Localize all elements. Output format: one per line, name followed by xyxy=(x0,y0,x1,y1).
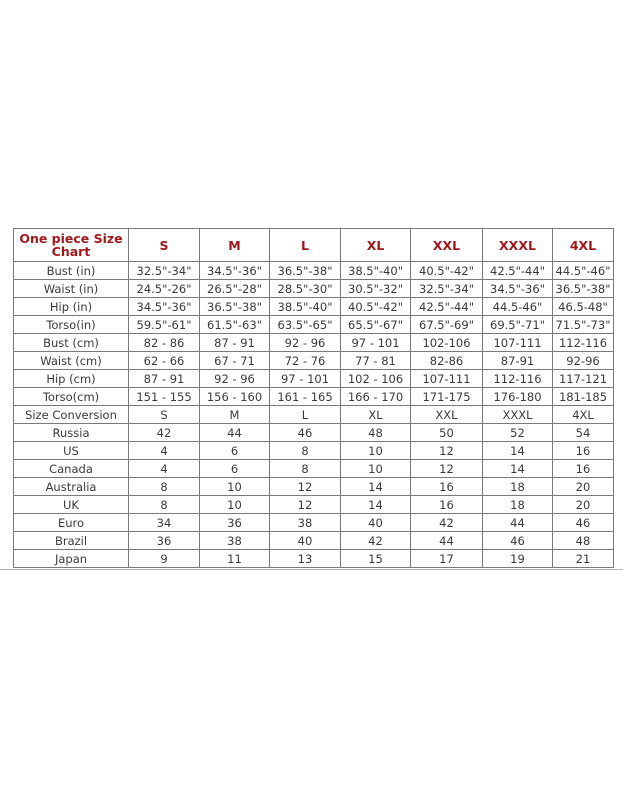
table-row xyxy=(14,460,614,478)
row-label: Brazil xyxy=(14,532,129,550)
table-cell: 69.5"-71" xyxy=(483,316,553,334)
row-label: UK xyxy=(14,496,129,514)
table-cell: S xyxy=(129,406,200,424)
table-cell: 32.5"-34" xyxy=(129,262,200,280)
table-cell: 156 - 160 xyxy=(200,388,270,406)
table-cell: 63.5"-65" xyxy=(270,316,341,334)
table-cell: XL xyxy=(341,406,411,424)
table-cell: 8 xyxy=(129,496,200,514)
size-chart-table xyxy=(13,228,614,568)
table-cell: 34.5"-36" xyxy=(483,280,553,298)
table-cell: 13 xyxy=(270,550,341,568)
table-cell: 20 xyxy=(553,496,614,514)
table-cell: 16 xyxy=(553,442,614,460)
row-label: Waist (in) xyxy=(14,280,129,298)
table-cell: 107-111 xyxy=(411,370,483,388)
table-cell: 46 xyxy=(270,424,341,442)
table-row xyxy=(14,352,614,370)
table-cell: 65.5"-67" xyxy=(341,316,411,334)
table-cell: 18 xyxy=(483,496,553,514)
table-cell: 40.5"-42" xyxy=(411,262,483,280)
table-row xyxy=(14,280,614,298)
table-row xyxy=(14,550,614,568)
table-row xyxy=(14,316,614,334)
table-cell: 44.5-46" xyxy=(483,298,553,316)
table-cell: 92-96 xyxy=(553,352,614,370)
size-header-s: S xyxy=(129,229,200,262)
table-cell: 71.5"-73" xyxy=(553,316,614,334)
table-cell: 42.5"-44" xyxy=(411,298,483,316)
row-label: US xyxy=(14,442,129,460)
table-cell: 11 xyxy=(200,550,270,568)
table-cell: 54 xyxy=(553,424,614,442)
table-cell: 112-116 xyxy=(483,370,553,388)
table-cell: 36.5"-38" xyxy=(200,298,270,316)
table-cell: 107-111 xyxy=(483,334,553,352)
table-cell: 87 - 91 xyxy=(129,370,200,388)
table-cell: 14 xyxy=(483,442,553,460)
table-row xyxy=(14,262,614,280)
table-cell: 36 xyxy=(129,532,200,550)
table-cell: 40 xyxy=(270,532,341,550)
table-cell: 62 - 66 xyxy=(129,352,200,370)
table-cell: 36.5"-38" xyxy=(553,280,614,298)
table-cell: 92 - 96 xyxy=(200,370,270,388)
table-cell: 46.5-48" xyxy=(553,298,614,316)
table-cell: 34 xyxy=(129,514,200,532)
table-cell: 6 xyxy=(200,460,270,478)
table-cell: 117-121 xyxy=(553,370,614,388)
row-label: Torso(in) xyxy=(14,316,129,334)
table-cell: 72 - 76 xyxy=(270,352,341,370)
table-cell: 34.5"-36" xyxy=(129,298,200,316)
row-label: Hip (in) xyxy=(14,298,129,316)
table-cell: 97 - 101 xyxy=(341,334,411,352)
table-cell: 50 xyxy=(411,424,483,442)
table-cell: 18 xyxy=(483,478,553,496)
table-cell: 61.5"-63" xyxy=(200,316,270,334)
table-cell: 44 xyxy=(200,424,270,442)
table-cell: 16 xyxy=(553,460,614,478)
table-cell: 34.5"-36" xyxy=(200,262,270,280)
table-cell: 26.5"-28" xyxy=(200,280,270,298)
table-cell: 10 xyxy=(341,460,411,478)
table-cell: 21 xyxy=(553,550,614,568)
table-cell: 32.5"-34" xyxy=(411,280,483,298)
table-cell: 92 - 96 xyxy=(270,334,341,352)
table-row xyxy=(14,370,614,388)
table-cell: 82 - 86 xyxy=(129,334,200,352)
size-header-xl: XL xyxy=(341,229,411,262)
row-label: Size Conversion xyxy=(14,406,129,424)
table-cell: 46 xyxy=(553,514,614,532)
table-cell: XXL xyxy=(411,406,483,424)
table-cell: 97 - 101 xyxy=(270,370,341,388)
table-cell: 44 xyxy=(483,514,553,532)
table-cell: 9 xyxy=(129,550,200,568)
row-label: Canada xyxy=(14,460,129,478)
table-cell: 40.5"-42" xyxy=(341,298,411,316)
table-cell: 14 xyxy=(341,496,411,514)
table-cell: 112-116 xyxy=(553,334,614,352)
table-cell: 46 xyxy=(483,532,553,550)
table-row xyxy=(14,478,614,496)
table-cell: 4 xyxy=(129,442,200,460)
size-chart-body xyxy=(14,229,614,568)
table-cell: 8 xyxy=(270,460,341,478)
row-label: Bust (cm) xyxy=(14,334,129,352)
table-row xyxy=(14,424,614,442)
table-cell: 12 xyxy=(270,478,341,496)
table-cell: 6 xyxy=(200,442,270,460)
table-cell: 87-91 xyxy=(483,352,553,370)
table-cell: 42 xyxy=(129,424,200,442)
table-cell: 42 xyxy=(411,514,483,532)
table-cell: 67.5"-69" xyxy=(411,316,483,334)
table-cell: 12 xyxy=(411,460,483,478)
row-label: Russia xyxy=(14,424,129,442)
table-cell: 77 - 81 xyxy=(341,352,411,370)
table-cell: 4XL xyxy=(553,406,614,424)
header-row xyxy=(14,229,614,262)
table-row xyxy=(14,388,614,406)
table-cell: 12 xyxy=(411,442,483,460)
size-header-xxl: XXL xyxy=(411,229,483,262)
table-cell: 59.5"-61" xyxy=(129,316,200,334)
table-cell: 52 xyxy=(483,424,553,442)
row-label: Euro xyxy=(14,514,129,532)
table-cell: 30.5"-32" xyxy=(341,280,411,298)
table-cell: 38.5"-40" xyxy=(341,262,411,280)
table-cell: 67 - 71 xyxy=(200,352,270,370)
table-cell: 82-86 xyxy=(411,352,483,370)
table-cell: 10 xyxy=(200,496,270,514)
size-header-m: M xyxy=(200,229,270,262)
table-cell: 4 xyxy=(129,460,200,478)
table-cell: 16 xyxy=(411,496,483,514)
table-cell: 8 xyxy=(270,442,341,460)
table-cell: 38.5"-40" xyxy=(270,298,341,316)
row-label: Torso(cm) xyxy=(14,388,129,406)
table-cell: 151 - 155 xyxy=(129,388,200,406)
table-cell: L xyxy=(270,406,341,424)
table-cell: 102-106 xyxy=(411,334,483,352)
table-cell: 40 xyxy=(341,514,411,532)
table-cell: M xyxy=(200,406,270,424)
table-cell: 17 xyxy=(411,550,483,568)
table-row xyxy=(14,532,614,550)
table-cell: 38 xyxy=(200,532,270,550)
table-cell: 42 xyxy=(341,532,411,550)
table-cell: 38 xyxy=(270,514,341,532)
table-cell: 176-180 xyxy=(483,388,553,406)
table-cell: 19 xyxy=(483,550,553,568)
table-cell: 181-185 xyxy=(553,388,614,406)
size-header-l: L xyxy=(270,229,341,262)
table-cell: 171-175 xyxy=(411,388,483,406)
table-cell: 44.5"-46" xyxy=(553,262,614,280)
row-label: Bust (in) xyxy=(14,262,129,280)
table-cell: 10 xyxy=(341,442,411,460)
chart-title: One piece Size Chart xyxy=(14,229,129,262)
table-row xyxy=(14,514,614,532)
table-row xyxy=(14,406,614,424)
row-label: Japan xyxy=(14,550,129,568)
row-label: Waist (cm) xyxy=(14,352,129,370)
table-cell: 166 - 170 xyxy=(341,388,411,406)
table-cell: 12 xyxy=(270,496,341,514)
bottom-divider xyxy=(0,569,623,570)
table-cell: 42.5"-44" xyxy=(483,262,553,280)
table-cell: 87 - 91 xyxy=(200,334,270,352)
size-header-4xl: 4XL xyxy=(553,229,614,262)
table-cell: 14 xyxy=(341,478,411,496)
size-header-xxxl: XXXL xyxy=(483,229,553,262)
table-cell: 16 xyxy=(411,478,483,496)
table-cell: 48 xyxy=(553,532,614,550)
table-cell: 28.5"-30" xyxy=(270,280,341,298)
table-row xyxy=(14,334,614,352)
table-cell: 161 - 165 xyxy=(270,388,341,406)
table-cell: 102 - 106 xyxy=(341,370,411,388)
table-cell: 44 xyxy=(411,532,483,550)
table-cell: 14 xyxy=(483,460,553,478)
table-cell: 48 xyxy=(341,424,411,442)
table-cell: 24.5"-26" xyxy=(129,280,200,298)
table-cell: 15 xyxy=(341,550,411,568)
table-cell: 8 xyxy=(129,478,200,496)
table-row xyxy=(14,496,614,514)
table-cell: 10 xyxy=(200,478,270,496)
table-cell: 20 xyxy=(553,478,614,496)
table-row xyxy=(14,442,614,460)
table-cell: 36 xyxy=(200,514,270,532)
row-label: Australia xyxy=(14,478,129,496)
table-cell: 36.5"-38" xyxy=(270,262,341,280)
row-label: Hip (cm) xyxy=(14,370,129,388)
table-cell: XXXL xyxy=(483,406,553,424)
table-row xyxy=(14,298,614,316)
